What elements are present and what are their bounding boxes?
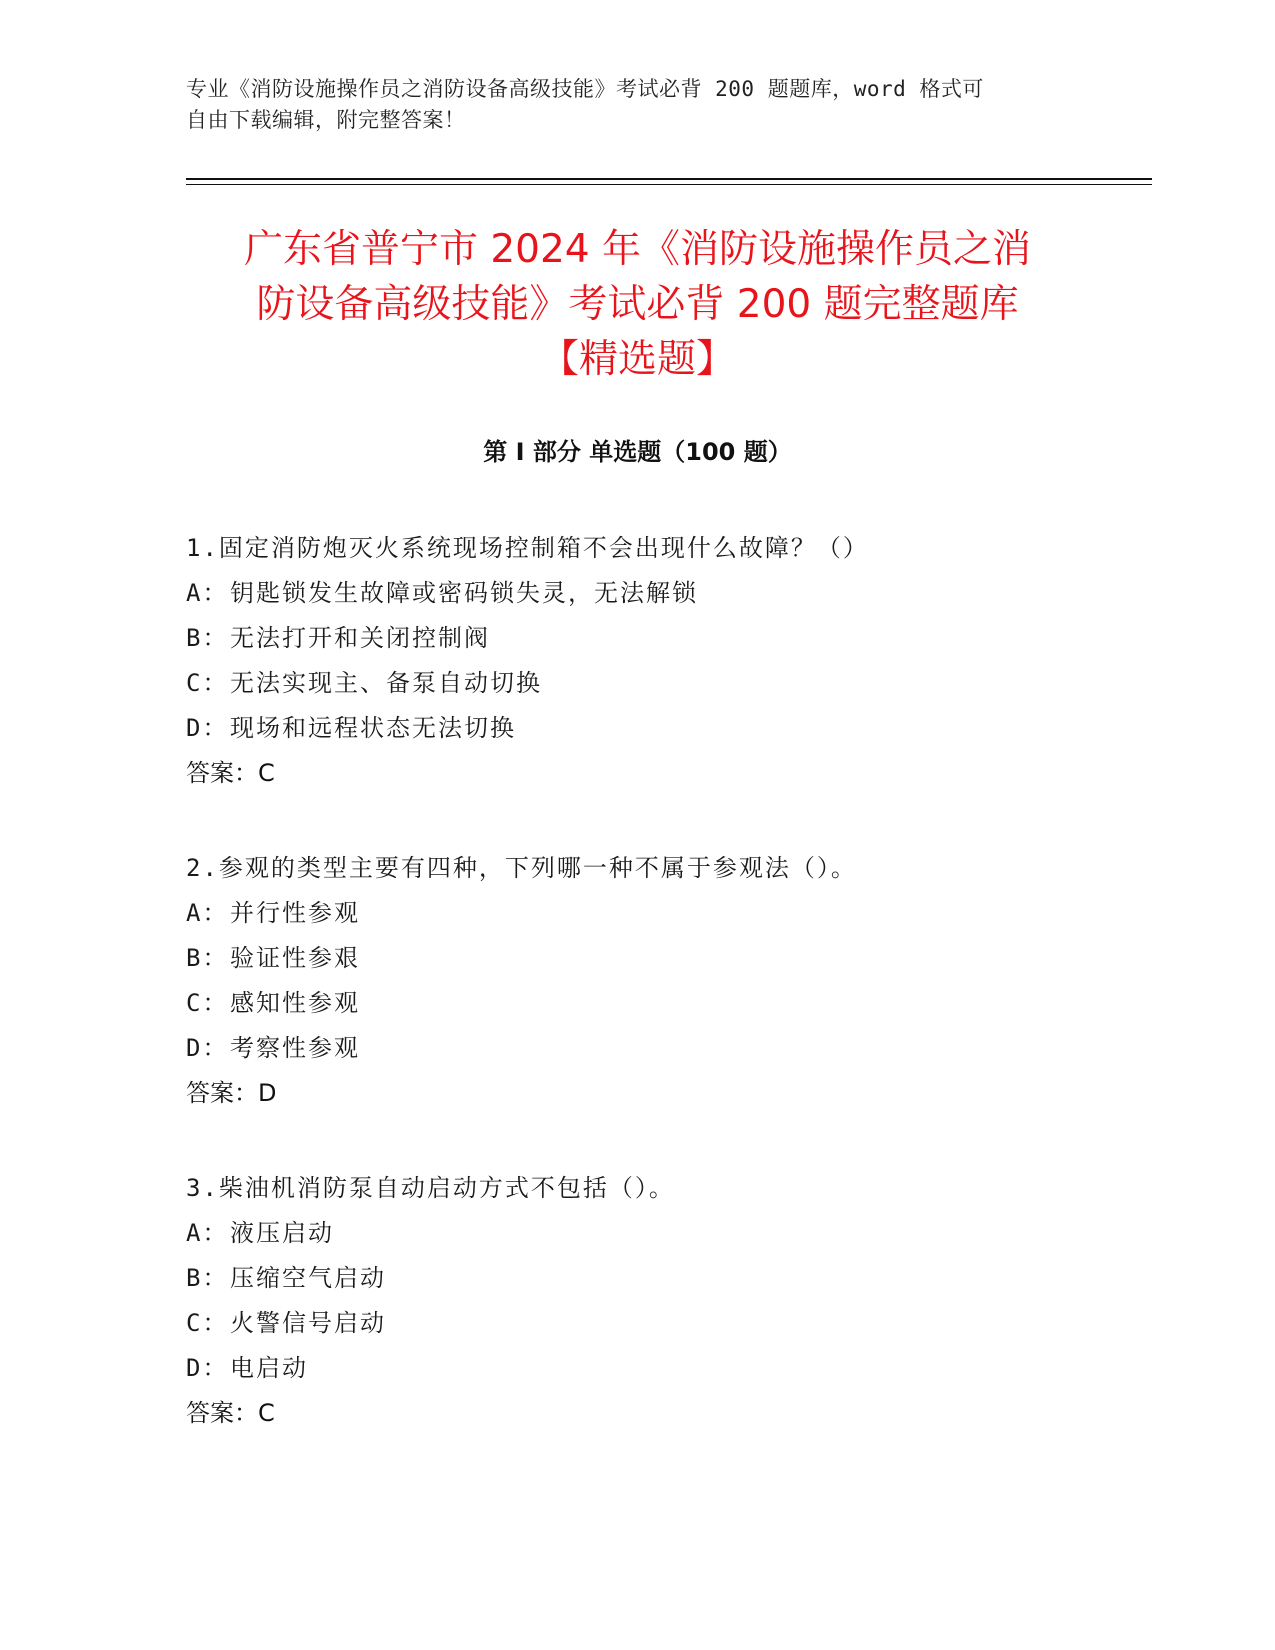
option-text: 无法实现主、备泵自动切换 (230, 669, 542, 697)
header-divider-thin (186, 184, 1152, 185)
option-key: A： (186, 1219, 229, 1247)
option-text: 压缩空气启动 (230, 1264, 386, 1292)
answer-label: 答案：C (186, 759, 275, 787)
option-b (186, 936, 1136, 981)
option-c (186, 1301, 1136, 1346)
header-note-line-1: 专业《消防设施操作员之消防设备高级技能》考试必背 200 题题库，word 格式可 (186, 77, 984, 101)
document-header-note (186, 74, 1086, 136)
option-key: A： (186, 579, 229, 607)
question-stem: 3.柴油机消防泵自动启动方式不包括（）。 (186, 1174, 675, 1202)
question-list (186, 525, 1136, 1485)
question-item (186, 525, 1136, 796)
option-key: D： (186, 1354, 229, 1382)
answer-label: 答案：C (186, 1399, 275, 1427)
option-text: 火警信号启动 (230, 1309, 386, 1337)
option-key: D： (186, 714, 229, 742)
document-title (160, 222, 1115, 387)
header-divider-thick (186, 178, 1152, 180)
option-text: 液压启动 (230, 1219, 334, 1247)
option-text: 考察性参观 (230, 1034, 360, 1062)
question-stem: 2.参观的类型主要有四种，下列哪一种不属于参观法（）。 (186, 854, 857, 882)
option-a (186, 1211, 1136, 1256)
option-text: 并行性参观 (230, 899, 360, 927)
option-key: B： (186, 624, 229, 652)
option-text: 现场和远程状态无法切换 (230, 714, 516, 742)
question-item (186, 1165, 1136, 1436)
option-c (186, 981, 1136, 1026)
title-line-3: 【精选题】 (539, 337, 735, 382)
question-item (186, 845, 1136, 1116)
option-key: C： (186, 669, 229, 697)
option-d (186, 1026, 1136, 1071)
option-d (186, 706, 1136, 751)
option-text: 钥匙锁发生故障或密码锁失灵，无法解锁 (230, 579, 698, 607)
question-stem: 1.固定消防炮灭火系统现场控制箱不会出现什么故障？（） (186, 534, 869, 562)
option-d (186, 1346, 1136, 1391)
option-key: A： (186, 899, 229, 927)
section-heading: 第 I 部分 单选题（100 题） (483, 438, 792, 466)
option-key: C： (186, 1309, 229, 1337)
option-key: B： (186, 1264, 229, 1292)
option-b (186, 616, 1136, 661)
option-text: 验证性参艰 (230, 944, 360, 972)
option-text: 电启动 (230, 1354, 308, 1382)
option-a (186, 891, 1136, 936)
option-text: 无法打开和关闭控制阀 (230, 624, 490, 652)
title-line-1: 广东省普宁市 2024 年《消防设施操作员之消 (243, 227, 1032, 272)
option-b (186, 1256, 1136, 1301)
option-text: 感知性参观 (230, 989, 360, 1017)
option-key: D： (186, 1034, 229, 1062)
option-a (186, 571, 1136, 616)
option-key: B： (186, 944, 229, 972)
header-note-line-2: 自由下载编辑，附完整答案！ (186, 108, 466, 132)
title-line-2: 防设备高级技能》考试必背 200 题完整题库 (256, 282, 1019, 327)
option-c (186, 661, 1136, 706)
answer-label: 答案：D (186, 1079, 277, 1107)
option-key: C： (186, 989, 229, 1017)
